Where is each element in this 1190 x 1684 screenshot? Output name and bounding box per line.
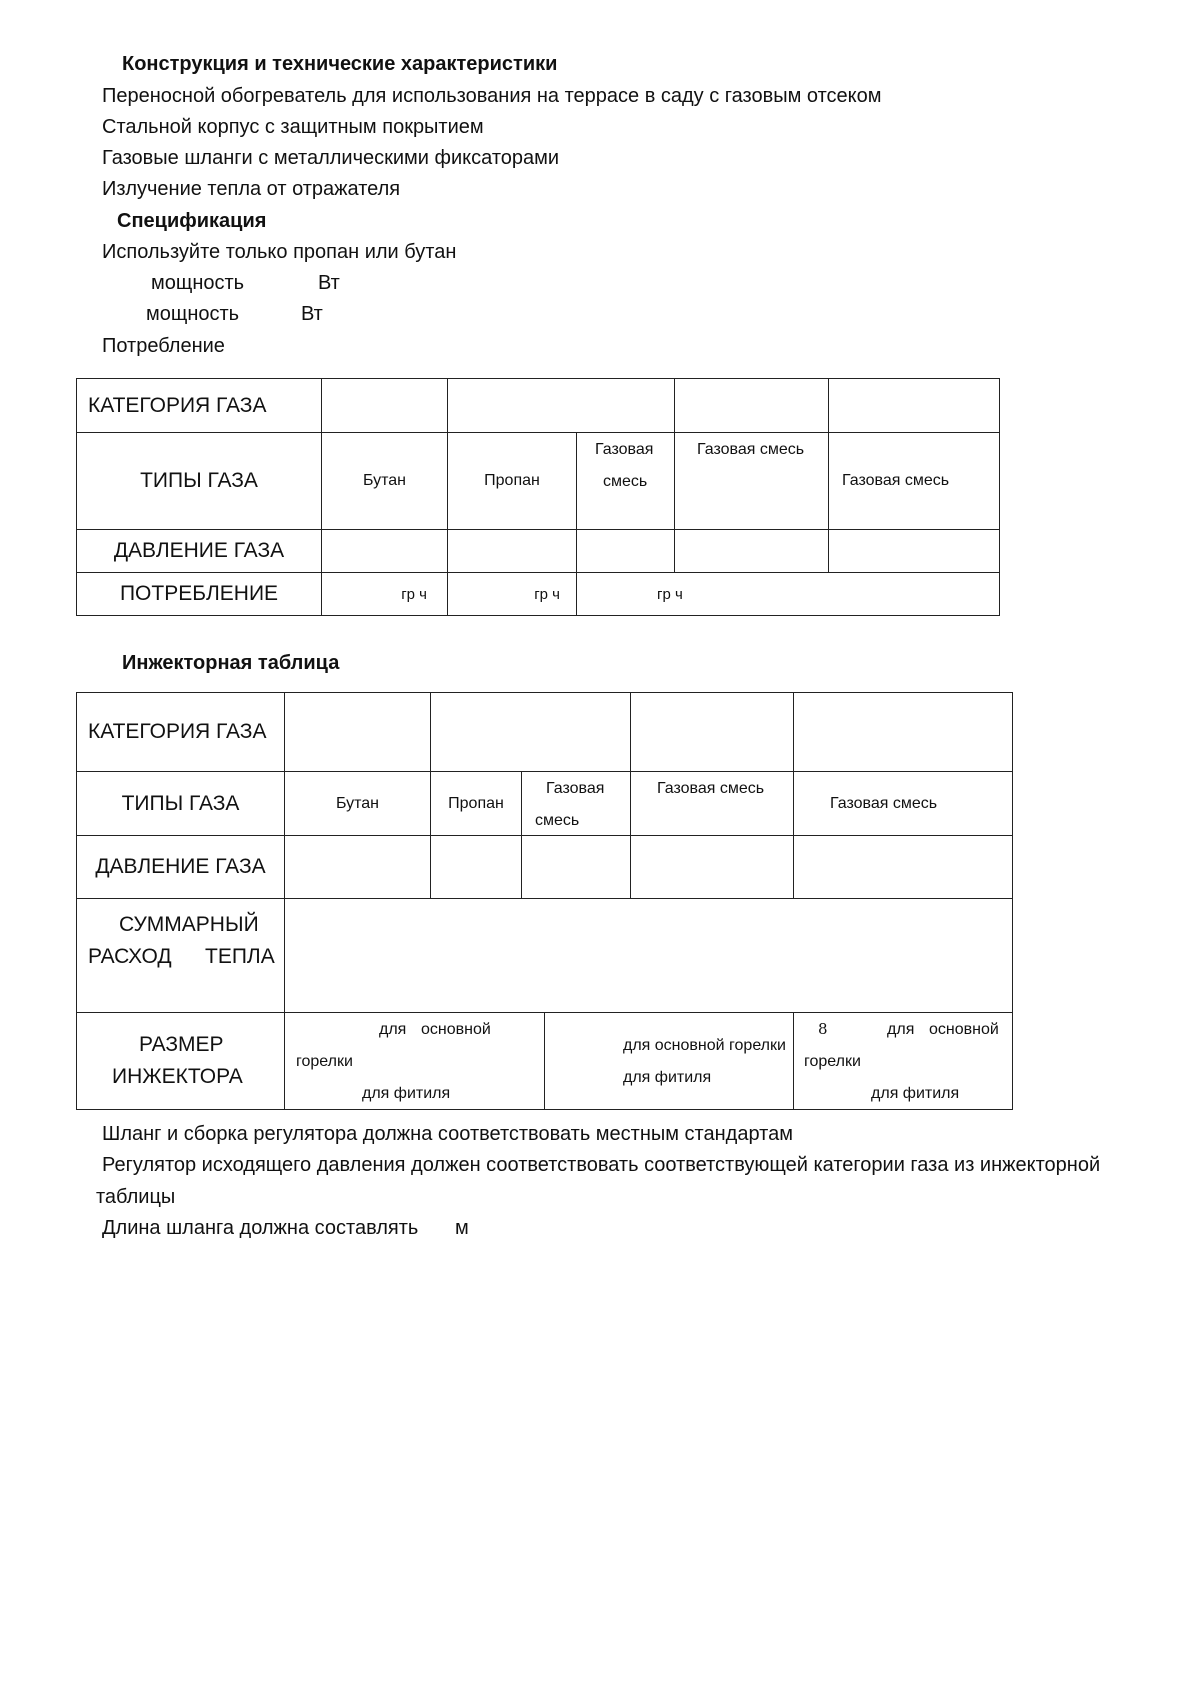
type-mix-2-text: Газовая смесь <box>697 441 805 458</box>
type-butane: Бутан <box>285 772 431 836</box>
heat-label-line2b: ТЕПЛА <box>205 945 275 968</box>
type-mix-1-line1: Газовая <box>546 780 605 797</box>
consumption-row <box>77 573 1000 616</box>
injector-label <box>77 1013 285 1110</box>
type-mix-1 <box>522 772 631 836</box>
injector-row <box>77 1013 1013 1110</box>
injector-c-burner: горелки <box>804 1053 861 1070</box>
types-label: ТИПЫ ГАЗА <box>77 433 322 530</box>
injector-cell-a <box>285 1013 545 1110</box>
consumption-row-label: ПОТРЕБЛЕНИЕ <box>77 573 322 616</box>
category-cell <box>829 379 1000 433</box>
types-label: ТИПЫ ГАЗА <box>77 772 285 836</box>
heat-label <box>77 899 285 1013</box>
type-propane: Пропан <box>431 772 522 836</box>
pressure-cell <box>631 836 794 899</box>
category-cell <box>448 379 675 433</box>
category-label: КАТЕГОРИЯ ГАЗА <box>77 379 322 433</box>
type-mix-2 <box>675 433 829 530</box>
injector-a-for: для <box>379 1021 407 1038</box>
consumption-unit-1: гр ч <box>322 573 448 616</box>
types-row <box>77 772 1013 836</box>
heat-label-line2a: РАСХОД <box>88 945 172 968</box>
type-mix-2-text: Газовая смесь <box>657 780 765 797</box>
type-mix-3: Газовая смесь <box>794 772 1013 836</box>
consumption-unit-3: гр ч <box>577 573 1000 616</box>
power-unit-2: Вт <box>301 303 323 325</box>
pressure-cell <box>448 530 577 573</box>
injector-c-main: основной <box>929 1021 999 1038</box>
pressure-label: ДАВЛЕНИЕ ГАЗА <box>77 530 322 573</box>
gas-spec-table <box>76 378 1000 616</box>
pressure-row <box>77 836 1013 899</box>
type-butane: Бутан <box>322 433 448 530</box>
hose-length-label: Длина шланга должна составлять <box>102 1217 419 1239</box>
type-mix-3: Газовая смесь <box>829 433 1000 530</box>
pressure-cell <box>322 530 448 573</box>
injector-c-for: для <box>887 1021 915 1038</box>
category-cell <box>631 693 794 772</box>
types-row <box>77 433 1000 530</box>
pressure-label: ДАВЛЕНИЕ ГАЗА <box>77 836 285 899</box>
type-mix-1-line2: смесь <box>603 473 648 490</box>
injector-a-burner: горелки <box>296 1053 353 1070</box>
footer-line: Шланг и сборка регулятора должна соответствовать местным стандартам <box>102 1123 793 1145</box>
pressure-cell <box>431 836 522 899</box>
category-cell <box>794 693 1013 772</box>
pressure-cell <box>577 530 675 573</box>
footer-line: таблицы <box>96 1186 176 1208</box>
category-cell <box>285 693 431 772</box>
hose-length-unit: м <box>455 1217 469 1239</box>
category-label: КАТЕГОРИЯ ГАЗА <box>77 693 285 772</box>
type-mix-1 <box>577 433 675 530</box>
heat-row <box>77 899 1013 1013</box>
injector-c-num: 8 <box>818 1020 828 1038</box>
spec-line: Используйте только пропан или бутан <box>102 241 457 263</box>
pressure-cell <box>675 530 829 573</box>
injector-cell-b <box>545 1013 794 1110</box>
injector-cell-c <box>794 1013 1013 1110</box>
injector-label-line1: РАЗМЕР <box>139 1033 224 1056</box>
construction-line: Газовые шланги с металлическими фиксаторами <box>102 147 560 169</box>
type-mix-1-line1: Газовая <box>595 441 654 458</box>
construction-line: Излучение тепла от отражателя <box>102 178 401 200</box>
consumption-unit-2: гр ч <box>448 573 577 616</box>
injector-b-main: для основной горелки <box>623 1037 786 1054</box>
category-cell <box>431 693 631 772</box>
heading-spec: Спецификация <box>117 210 267 232</box>
category-cell <box>675 379 829 433</box>
heading-construction: Конструкция и технические характеристики <box>122 53 558 75</box>
heat-value-cell <box>285 899 1013 1013</box>
heading-injector: Инжекторная таблица <box>122 652 340 674</box>
pressure-cell <box>794 836 1013 899</box>
pressure-cell <box>522 836 631 899</box>
category-row <box>77 379 1000 433</box>
injector-c-wick: для фитиля <box>871 1085 960 1102</box>
power-label-2: мощность <box>146 303 240 325</box>
pressure-cell <box>829 530 1000 573</box>
category-cell <box>322 379 448 433</box>
type-mix-2 <box>631 772 794 836</box>
injector-table <box>76 692 1013 1110</box>
construction-line: Переносной обогреватель для использования на террасе в саду с газовым отсеком <box>102 85 882 107</box>
injector-label-line2: ИНЖЕКТОРА <box>112 1065 243 1088</box>
consumption-label: Потребление <box>102 335 225 357</box>
pressure-cell <box>285 836 431 899</box>
injector-a-wick: для фитиля <box>362 1085 451 1102</box>
power-label-1: мощность <box>151 272 245 294</box>
injector-b-wick: для фитиля <box>623 1069 712 1086</box>
power-unit-1: Вт <box>318 272 340 294</box>
category-row <box>77 693 1013 772</box>
construction-line: Стальной корпус с защитным покрытием <box>102 116 484 138</box>
pressure-row <box>77 530 1000 573</box>
type-propane: Пропан <box>448 433 577 530</box>
injector-a-main: основной <box>421 1021 491 1038</box>
heat-label-line1: СУММАРНЫЙ <box>119 913 259 936</box>
footer-line: Регулятор исходящего давления должен соответствовать соответствующей категории газа из инжекторной <box>102 1154 1101 1176</box>
type-mix-1-line2: смесь <box>535 812 580 829</box>
